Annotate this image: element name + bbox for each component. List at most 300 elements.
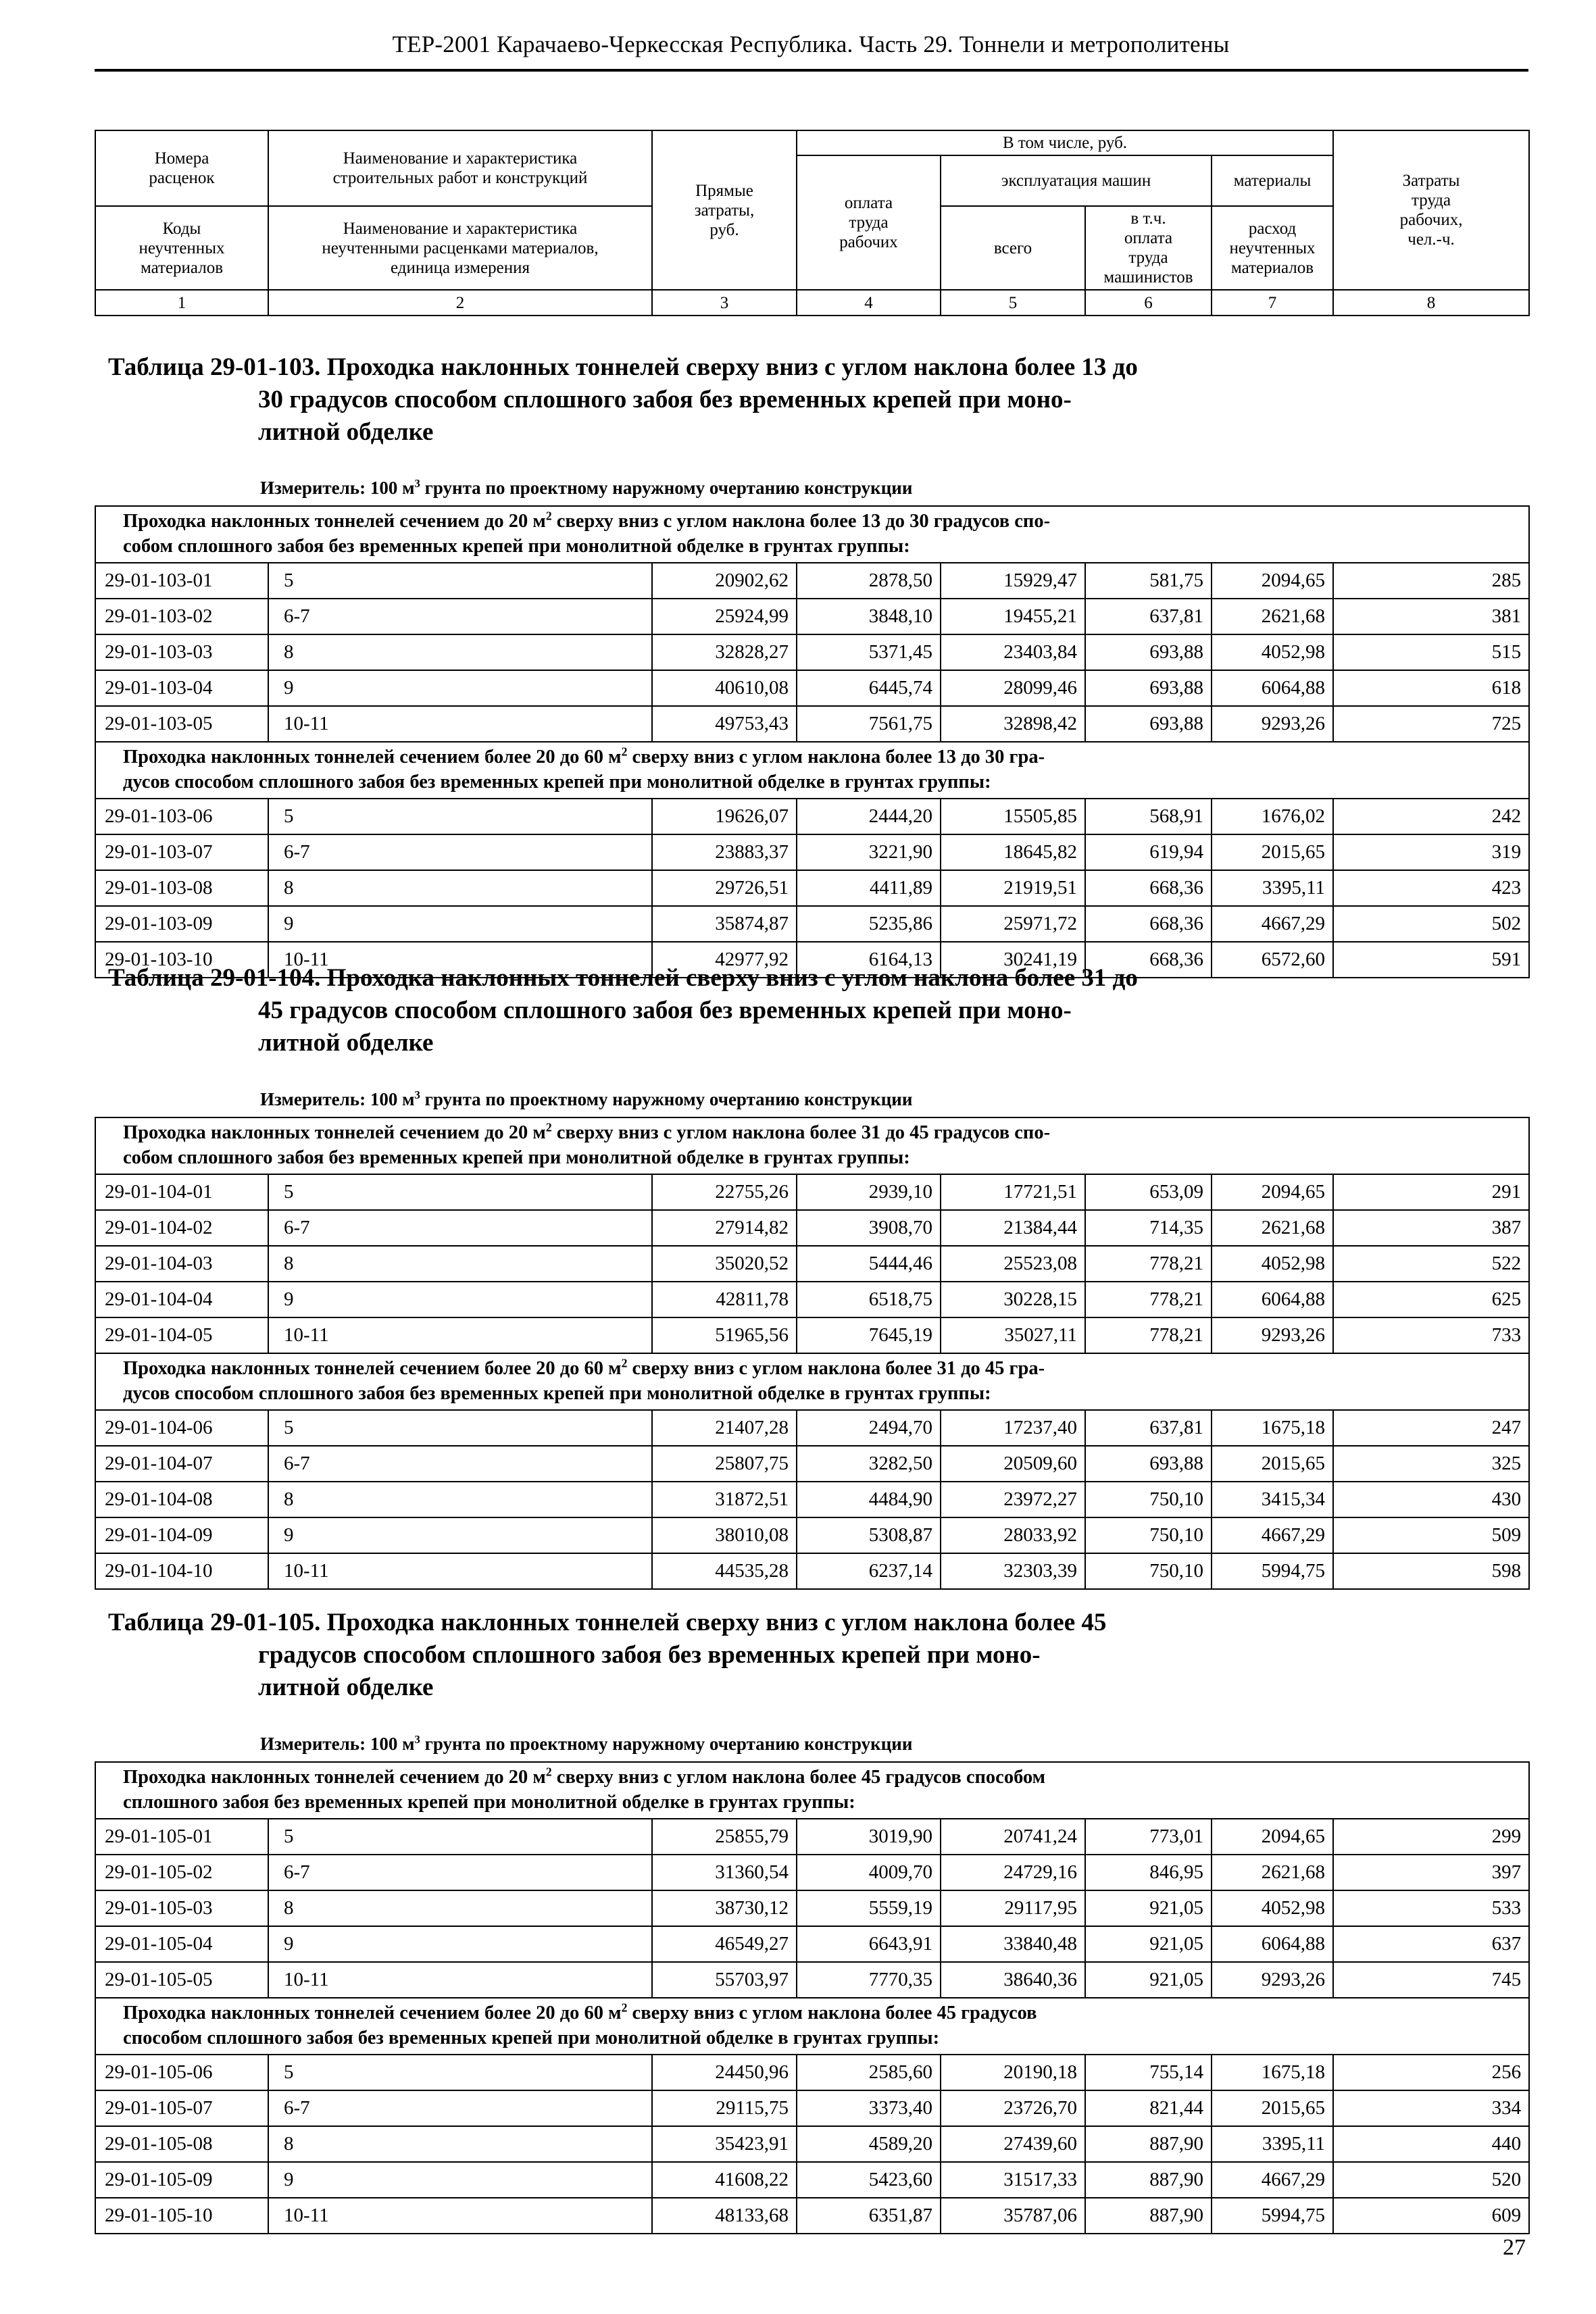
cell-group: 10-11 [268,1317,652,1353]
cell-labor-costs: 256 [1333,2055,1529,2090]
cell-code: 29-01-103-05 [95,706,268,742]
cell-labor-costs: 440 [1333,2126,1529,2162]
measure-text-tail: грунта по проектному наружному очертанию конструкции [420,1089,913,1109]
section-line [123,1765,1522,1790]
cell-labor-costs: 733 [1333,1317,1529,1353]
header-group-of-which: В том числе, руб. [797,130,1333,155]
cell-worker-pay: 5423,60 [797,2162,941,2198]
cell-labor-costs: 618 [1333,670,1529,706]
table-row [95,1246,1529,1282]
section-header-row [95,506,1529,563]
cell-operator-pay: 637,81 [1085,1410,1212,1446]
cell-machine-total: 23726,70 [941,2090,1085,2126]
column-number: 5 [941,290,1085,316]
cell-operator-pay: 693,88 [1085,670,1212,706]
cell-code: 29-01-104-04 [95,1282,268,1317]
cell-labor-costs: 334 [1333,2090,1529,2126]
table-row [95,834,1529,870]
section-exponent: 2 [621,1356,628,1370]
table-row [95,2198,1529,2234]
cell-material-use: 2621,68 [1212,1855,1333,1890]
cell-direct-costs: 38730,12 [652,1890,797,1926]
cell-code: 29-01-103-10 [95,942,268,978]
cell-operator-pay: 668,36 [1085,942,1212,978]
cell-code: 29-01-104-03 [95,1246,268,1282]
cell-machine-total: 20509,60 [941,1446,1085,1482]
cell-machine-total: 19455,21 [941,599,1085,634]
section-line: способом сплошного забоя без временных крепей при монолитной обделке в грунтах группы: [123,2028,940,2049]
cell-direct-costs: 20902,62 [652,563,797,599]
page-number: 27 [1503,2235,1526,2260]
table-title-103 [108,351,1517,449]
cell-machine-total: 17721,51 [941,1174,1085,1210]
section-line [123,1356,1522,1381]
cell-labor-costs: 609 [1333,2198,1529,2234]
table-row [95,906,1529,942]
header-cell-codes-bottom [95,206,268,290]
cell-material-use: 2621,68 [1212,599,1333,634]
cell-direct-costs: 23883,37 [652,834,797,870]
header-cell-machine-total: всего [941,206,1085,290]
cell-material-use: 2621,68 [1212,1210,1333,1246]
table-row [95,799,1529,834]
cell-operator-pay: 778,21 [1085,1246,1212,1282]
cell-material-use: 2094,65 [1212,563,1333,599]
title-line: 30 градусов способом сплошного забоя без временных крепей при моно- [258,386,1072,414]
cell-code: 29-01-103-08 [95,870,268,906]
cell-code: 29-01-105-06 [95,2055,268,2090]
cell-operator-pay: 653,09 [1085,1174,1212,1210]
section-line: собом сплошного забоя без временных крепей при монолитной обделке в грунтах группы: [123,1147,910,1169]
table-row [95,1553,1529,1589]
cell-material-use: 4667,29 [1212,1517,1333,1553]
header-line: чел.-ч. [1407,230,1455,249]
cell-group: 8 [268,870,652,906]
cell-code: 29-01-105-05 [95,1962,268,1998]
cell-group: 6-7 [268,1210,652,1246]
cell-operator-pay: 693,88 [1085,706,1212,742]
cell-operator-pay: 668,36 [1085,870,1212,906]
section-line: дусов способом сплошного забоя без временных крепей при монолитной обделке в грунтах группы: [123,772,991,793]
cell-code: 29-01-105-09 [95,2162,268,2198]
cell-worker-pay: 2444,20 [797,799,941,834]
cell-direct-costs: 21407,28 [652,1410,797,1446]
cell-code: 29-01-103-02 [95,599,268,634]
cell-worker-pay: 5444,46 [797,1246,941,1282]
cell-direct-costs: 25807,75 [652,1446,797,1482]
header-cell-operator-pay [1085,206,1212,290]
cell-operator-pay: 921,05 [1085,1890,1212,1926]
cell-worker-pay: 3848,10 [797,599,941,634]
table-row [95,870,1529,906]
cell-labor-costs: 387 [1333,1210,1529,1246]
section-text: Проходка наклонных тоннелей сечением до 20 м [123,1122,546,1143]
cell-code: 29-01-105-10 [95,2198,268,2234]
section-text-tail: сверху вниз с углом наклона более 31 до 45 градусов спо- [551,1122,1051,1143]
cell-operator-pay: 619,94 [1085,834,1212,870]
title-line: градусов способом сплошного забоя без временных крепей при моно- [258,1641,1041,1669]
header-group-machine-operation: эксплуатация машин [941,155,1212,206]
cell-operator-pay: 714,35 [1085,1210,1212,1246]
cell-machine-total: 30228,15 [941,1282,1085,1317]
cell-group: 6-7 [268,599,652,634]
table-row [95,1482,1529,1517]
header-line: единица измерения [390,258,530,277]
cell-worker-pay: 7645,19 [797,1317,941,1353]
table-row [95,1819,1529,1855]
cell-group: 6-7 [268,1446,652,1482]
cell-machine-total: 32303,39 [941,1553,1085,1589]
cell-group: 9 [268,670,652,706]
table-row [95,1962,1529,1998]
cell-group: 8 [268,1246,652,1282]
header-line: Прямые [695,181,753,200]
cell-labor-costs: 591 [1333,942,1529,978]
title-line: литной обделке [258,1029,434,1057]
cell-worker-pay: 3373,40 [797,2090,941,2126]
cell-group: 10-11 [268,1962,652,1998]
cell-machine-total: 28099,46 [941,670,1085,706]
cell-machine-total: 28033,92 [941,1517,1085,1553]
cell-group: 5 [268,1174,652,1210]
cell-machine-total: 35787,06 [941,2198,1085,2234]
section-text-tail: сверху вниз с углом наклона более 45 градусов способом [551,1767,1046,1788]
section-exponent: 2 [545,1120,552,1134]
cell-material-use: 4052,98 [1212,1890,1333,1926]
cell-worker-pay: 4411,89 [797,870,941,906]
header-line: оплата [1124,229,1173,247]
measure-text-tail: грунта по проектному наружному очертанию конструкции [420,1734,913,1754]
cell-labor-costs: 285 [1333,563,1529,599]
cell-operator-pay: 750,10 [1085,1482,1212,1517]
cell-group: 5 [268,799,652,834]
cell-group: 5 [268,1410,652,1446]
table-row [95,1317,1529,1353]
section-header-row [95,1762,1529,1819]
table-row [95,634,1529,670]
section-header-row [95,742,1529,799]
cell-direct-costs: 51965,56 [652,1317,797,1353]
table-row [95,1446,1529,1482]
cell-code: 29-01-104-06 [95,1410,268,1446]
section-text: Проходка наклонных тоннелей сечением до 20 м [123,1767,546,1788]
cell-labor-costs: 515 [1333,634,1529,670]
cell-worker-pay: 4009,70 [797,1855,941,1890]
cell-labor-costs: 725 [1333,706,1529,742]
section-line [123,509,1522,534]
cell-labor-costs: 430 [1333,1482,1529,1517]
cell-worker-pay: 3019,90 [797,1819,941,1855]
cell-labor-costs: 397 [1333,1855,1529,1890]
table-row [95,2162,1529,2198]
cell-material-use: 2015,65 [1212,2090,1333,2126]
cell-machine-total: 35027,11 [941,1317,1085,1353]
header-line: труда [849,213,889,232]
column-number: 8 [1333,290,1529,316]
cell-direct-costs: 22755,26 [652,1174,797,1210]
section-exponent: 2 [621,745,628,759]
cell-operator-pay: 773,01 [1085,1819,1212,1855]
cell-labor-costs: 502 [1333,906,1529,942]
cell-direct-costs: 42811,78 [652,1282,797,1317]
title-line: 45 градусов способом сплошного забоя без временных крепей при моно- [258,997,1072,1025]
cell-machine-total: 21919,51 [941,870,1085,906]
cell-group: 5 [268,2055,652,2090]
cell-material-use: 4052,98 [1212,1246,1333,1282]
title-line: литной обделке [258,1674,434,1702]
cell-labor-costs: 533 [1333,1890,1529,1926]
cell-material-use: 1675,18 [1212,2055,1333,2090]
section-exponent: 2 [545,509,552,523]
cell-group: 8 [268,1482,652,1517]
cell-material-use: 4667,29 [1212,906,1333,942]
cell-machine-total: 25523,08 [941,1246,1085,1282]
table-row [95,2090,1529,2126]
cell-code: 29-01-103-03 [95,634,268,670]
cell-material-use: 1676,02 [1212,799,1333,834]
cell-direct-costs: 35020,52 [652,1246,797,1282]
cell-code: 29-01-104-02 [95,1210,268,1246]
cell-material-use: 5994,75 [1212,2198,1333,2234]
cell-direct-costs: 41608,22 [652,2162,797,2198]
cell-operator-pay: 778,21 [1085,1282,1212,1317]
header-line: Наименование и характеристика [343,149,578,168]
cell-material-use: 1675,18 [1212,1410,1333,1446]
cell-direct-costs: 31360,54 [652,1855,797,1890]
cell-machine-total: 15929,47 [941,563,1085,599]
section-text-tail: сверху вниз с углом наклона более 31 до 45 гра- [627,1358,1045,1380]
cell-machine-total: 20190,18 [941,2055,1085,2090]
header-line: неучтенных [1229,238,1316,257]
cell-material-use: 3415,34 [1212,1482,1333,1517]
cell-worker-pay: 5235,86 [797,906,941,942]
cell-operator-pay: 668,36 [1085,906,1212,942]
cell-group: 9 [268,1282,652,1317]
table-row [95,2126,1529,2162]
measure-text-tail: грунта по проектному наружному очертанию конструкции [420,478,913,498]
cell-worker-pay: 6445,74 [797,670,941,706]
cell-labor-costs: 625 [1333,1282,1529,1317]
header-cell-worker-pay [797,155,941,290]
cell-material-use: 6064,88 [1212,1282,1333,1317]
cell-direct-costs: 35874,87 [652,906,797,942]
measure-text: Измеритель: 100 м [260,478,415,498]
measure-exponent: 3 [414,1733,420,1746]
cell-group: 8 [268,2126,652,2162]
cell-group: 5 [268,563,652,599]
header-line: труда [1411,191,1451,209]
cell-direct-costs: 25924,99 [652,599,797,634]
table-row [95,706,1529,742]
cell-worker-pay: 6518,75 [797,1282,941,1317]
cell-material-use: 4667,29 [1212,2162,1333,2198]
cell-group: 6-7 [268,1855,652,1890]
table-row [95,599,1529,634]
cell-group: 9 [268,906,652,942]
cell-machine-total: 31517,33 [941,2162,1085,2198]
cell-labor-costs: 325 [1333,1446,1529,1482]
header-cell-labor-costs [1333,130,1529,290]
cell-worker-pay: 5308,87 [797,1517,941,1553]
cell-worker-pay: 6237,14 [797,1553,941,1589]
column-number: 4 [797,290,941,316]
cell-material-use: 6064,88 [1212,1926,1333,1962]
column-header-table [95,130,1530,316]
cell-group: 9 [268,2162,652,2198]
column-number: 7 [1212,290,1333,316]
cell-worker-pay: 2939,10 [797,1174,941,1210]
table-row [95,670,1529,706]
cell-operator-pay: 581,75 [1085,563,1212,599]
cell-worker-pay: 3282,50 [797,1446,941,1482]
cell-material-use: 5994,75 [1212,1553,1333,1589]
section-line [123,745,1522,770]
section-text-tail: сверху вниз с углом наклона более 13 до 30 гра- [627,747,1045,768]
header-group-materials: материалы [1212,155,1333,206]
measure-note-104 [260,1089,912,1110]
cell-material-use: 6572,60 [1212,942,1333,978]
cell-code: 29-01-105-02 [95,1855,268,1890]
cell-labor-costs: 319 [1333,834,1529,870]
section-header-row [95,1998,1529,2055]
cell-operator-pay: 887,90 [1085,2126,1212,2162]
cell-worker-pay: 4484,90 [797,1482,941,1517]
header-cell-codes-top [95,130,268,206]
section-text: Проходка наклонных тоннелей сечением более 20 до 60 м [123,2003,622,2024]
data-table-105 [95,1761,1530,2234]
cell-material-use: 2015,65 [1212,834,1333,870]
cell-worker-pay: 7770,35 [797,1962,941,1998]
cell-worker-pay: 6351,87 [797,2198,941,2234]
table-row [95,1282,1529,1317]
cell-operator-pay: 693,88 [1085,1446,1212,1482]
running-header: ТЕР-2001 Карачаево-Черкесская Республика. Часть 29. Тоннели и метрополитены [392,31,1230,57]
cell-code: 29-01-105-03 [95,1890,268,1926]
cell-group: 10-11 [268,1553,652,1589]
cell-machine-total: 15505,85 [941,799,1085,834]
column-number: 3 [652,290,797,316]
cell-operator-pay: 750,10 [1085,1553,1212,1589]
section-line [123,1120,1522,1145]
cell-code: 29-01-103-04 [95,670,268,706]
header-line: неучтенными расценками материалов, [322,238,599,257]
cell-group: 10-11 [268,2198,652,2234]
cell-operator-pay: 921,05 [1085,1926,1212,1962]
header-line: материалов [1230,258,1314,277]
cell-labor-costs: 299 [1333,1819,1529,1855]
title-line: Таблица 29-01-105. Проходка наклонных тоннелей сверху вниз с углом наклона более 45 [108,1609,1107,1636]
cell-labor-costs: 520 [1333,2162,1529,2198]
header-line: руб. [709,220,739,239]
header-cell-name-top [268,130,652,206]
column-number: 2 [268,290,652,316]
header-line: материалов [140,258,224,277]
cell-code: 29-01-104-07 [95,1446,268,1482]
table-title-104 [108,962,1517,1059]
header-line: затраты, [694,201,755,220]
cell-material-use: 2094,65 [1212,1819,1333,1855]
cell-worker-pay: 5371,45 [797,634,941,670]
cell-material-use: 3395,11 [1212,2126,1333,2162]
section-text-tail: сверху вниз с углом наклона более 45 градусов [627,2003,1037,2024]
header-line: строительных работ и конструкций [332,169,588,187]
cell-operator-pay: 921,05 [1085,1962,1212,1998]
section-header-row [95,1353,1529,1410]
cell-labor-costs: 242 [1333,799,1529,834]
measure-note-103 [260,478,912,499]
cell-operator-pay: 750,10 [1085,1517,1212,1553]
header-line: неучтенных [139,238,225,257]
cell-direct-costs: 42977,92 [652,942,797,978]
header-line: Наименование и характеристика [343,219,578,238]
measure-exponent: 3 [414,477,420,490]
cell-material-use: 9293,26 [1212,1317,1333,1353]
table-row [95,1926,1529,1962]
measure-text: Измеритель: 100 м [260,1089,415,1109]
cell-labor-costs: 522 [1333,1246,1529,1282]
cell-direct-costs: 25855,79 [652,1819,797,1855]
measure-note-105 [260,1734,912,1755]
cell-machine-total: 24729,16 [941,1855,1085,1890]
table-row [95,563,1529,599]
cell-direct-costs: 38010,08 [652,1517,797,1553]
cell-direct-costs: 31872,51 [652,1482,797,1517]
cell-worker-pay: 3908,70 [797,1210,941,1246]
cell-material-use: 9293,26 [1212,1962,1333,1998]
cell-machine-total: 21384,44 [941,1210,1085,1246]
table-row [95,1174,1529,1210]
cell-worker-pay: 3221,90 [797,834,941,870]
cell-worker-pay: 6643,91 [797,1926,941,1962]
title-line: Таблица 29-01-104. Проходка наклонных тоннелей сверху вниз с углом наклона более 31 до [108,964,1138,992]
cell-operator-pay: 887,90 [1085,2162,1212,2198]
cell-labor-costs: 381 [1333,599,1529,634]
cell-worker-pay: 2878,50 [797,563,941,599]
cell-labor-costs: 745 [1333,1962,1529,1998]
section-header-cell [95,1117,1529,1174]
cell-machine-total: 18645,82 [941,834,1085,870]
cell-machine-total: 30241,19 [941,942,1085,978]
cell-machine-total: 23972,27 [941,1482,1085,1517]
cell-operator-pay: 821,44 [1085,2090,1212,2126]
header-line: Затраты [1402,172,1460,190]
header-line: Номера [154,149,209,168]
header-cell-material-use [1212,206,1333,290]
cell-machine-total: 33840,48 [941,1926,1085,1962]
table-row [95,1410,1529,1446]
cell-labor-costs: 247 [1333,1410,1529,1446]
cell-worker-pay: 2494,70 [797,1410,941,1446]
cell-code: 29-01-105-04 [95,1926,268,1962]
cell-material-use: 3395,11 [1212,870,1333,906]
section-header-cell [95,742,1529,799]
measure-text: Измеритель: 100 м [260,1734,415,1754]
cell-operator-pay: 846,95 [1085,1855,1212,1890]
section-header-row [95,1117,1529,1174]
section-header-cell [95,1353,1529,1410]
header-line: рабочих, [1399,211,1463,229]
cell-machine-total: 25971,72 [941,906,1085,942]
header-line: расход [1248,219,1297,238]
cell-material-use: 4052,98 [1212,634,1333,670]
section-text-tail: сверху вниз с углом наклона более 13 до 30 градусов спо- [551,511,1051,532]
cell-code: 29-01-103-09 [95,906,268,942]
cell-group: 8 [268,634,652,670]
cell-operator-pay: 887,90 [1085,2198,1212,2234]
table-title-105 [108,1607,1517,1704]
cell-direct-costs: 48133,68 [652,2198,797,2234]
cell-direct-costs: 35423,91 [652,2126,797,2162]
